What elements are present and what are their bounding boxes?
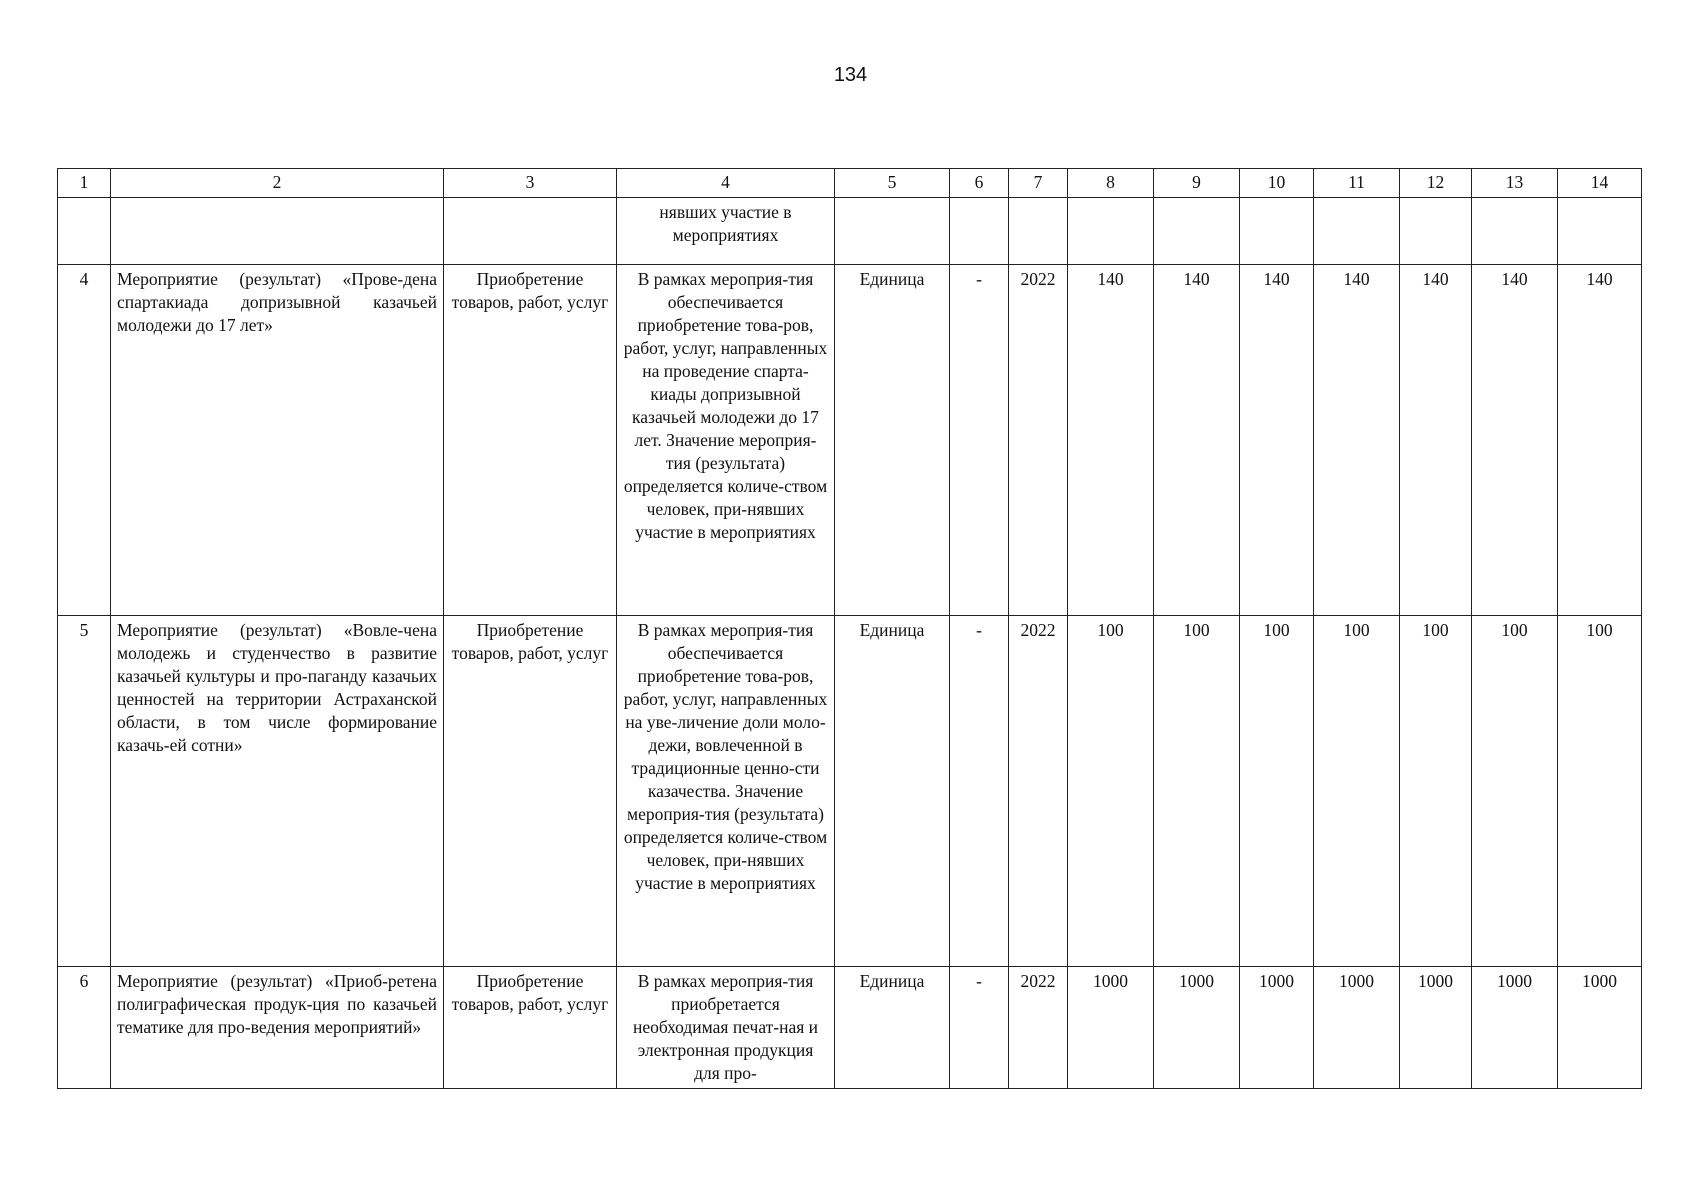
year-cell: 2022 — [1009, 967, 1068, 1089]
page-number: 134 — [833, 64, 868, 86]
value-cell: 140 — [1154, 265, 1240, 616]
row-number: 6 — [58, 967, 111, 1089]
value-cell: 1000 — [1400, 967, 1472, 1089]
description-cell: В рамках мероприя-тия обеспечивается приобретение това-ров, работ, услуг, направленных на уве-личение доли моло-дежи, вовлеченной в традиционные ценно-сти казачества. Значение мероприя-тия (результата) определяется количе-ством человек, при-нявших участие в мероприятиях — [617, 616, 835, 967]
unit-cell: Единица — [835, 616, 950, 967]
header-cell: 14 — [1558, 169, 1642, 198]
description-cell: В рамках мероприя-тия обеспечивается приобретение това-ров, работ, услуг, направленных на проведение спарта-киады допризывной казачьей молодежи до 17 лет. Значение мероприя-тия (результата) определяется количе-ством человек, при-нявших участие в мероприятиях — [617, 265, 835, 616]
unit-cell: Единица — [835, 967, 950, 1089]
activity-type: Приобретение товаров, работ, услуг — [444, 265, 617, 616]
header-cell: 12 — [1400, 169, 1472, 198]
header-row — [58, 169, 1642, 198]
table-row — [58, 616, 1642, 967]
value-cell: 100 — [1472, 616, 1558, 967]
value-cell: 140 — [1240, 265, 1314, 616]
activity-name: Мероприятие (результат) «Вовле-чена молодежь и студенчество в развитие казачьей культуры и про-паганду казачьих ценностей на территории Астраханской области, в том числе формирование казачь-ей сотни» — [111, 616, 444, 967]
description-cell: В рамках мероприя-тия приобретается необходимая печат-ная и электронная продукция для про- — [617, 967, 835, 1089]
header-cell: 1 — [58, 169, 111, 198]
value-cell: 140 — [1314, 265, 1400, 616]
unit-cell: Единица — [835, 265, 950, 616]
year-cell: 2022 — [1009, 265, 1068, 616]
header-cell: 5 — [835, 169, 950, 198]
row-number: 5 — [58, 616, 111, 967]
value-cell: 100 — [1154, 616, 1240, 967]
activity-type: Приобретение товаров, работ, услуг — [444, 967, 617, 1089]
col6-cell: - — [950, 967, 1009, 1089]
value-cell: 1000 — [1068, 967, 1154, 1089]
year-cell: 2022 — [1009, 616, 1068, 967]
description-cell: нявших участие в мероприятиях — [617, 198, 835, 265]
header-cell: 3 — [444, 169, 617, 198]
value-cell: 1000 — [1240, 967, 1314, 1089]
indicators-table — [57, 168, 1642, 1089]
value-cell: 140 — [1400, 265, 1472, 616]
value-cell: 100 — [1240, 616, 1314, 967]
value-cell: 140 — [1068, 265, 1154, 616]
value-cell: 1000 — [1154, 967, 1240, 1089]
value-cell: 1000 — [1558, 967, 1642, 1089]
value-cell: 1000 — [1472, 967, 1558, 1089]
header-cell: 13 — [1472, 169, 1558, 198]
table-row-continuation — [58, 198, 1642, 265]
table-row — [58, 967, 1642, 1089]
value-cell: 100 — [1068, 616, 1154, 967]
header-cell: 7 — [1009, 169, 1068, 198]
header-cell: 8 — [1068, 169, 1154, 198]
header-cell: 4 — [617, 169, 835, 198]
value-cell: 1000 — [1314, 967, 1400, 1089]
value-cell: 100 — [1558, 616, 1642, 967]
col6-cell: - — [950, 616, 1009, 967]
row-number: 4 — [58, 265, 111, 616]
activity-type: Приобретение товаров, работ, услуг — [444, 616, 617, 967]
header-cell: 6 — [950, 169, 1009, 198]
activity-name: Мероприятие (результат) «Приоб-ретена полиграфическая продук-ция по казачьей тематике для про-ведения мероприятий» — [111, 967, 444, 1089]
value-cell: 100 — [1400, 616, 1472, 967]
value-cell: 100 — [1314, 616, 1400, 967]
col6-cell: - — [950, 265, 1009, 616]
header-cell: 9 — [1154, 169, 1240, 198]
value-cell: 140 — [1472, 265, 1558, 616]
header-cell: 10 — [1240, 169, 1314, 198]
header-cell: 2 — [111, 169, 444, 198]
value-cell: 140 — [1558, 265, 1642, 616]
table-row — [58, 265, 1642, 616]
header-cell: 11 — [1314, 169, 1400, 198]
activity-name: Мероприятие (результат) «Прове-дена спартакиада допризывной казачьей молодежи до 17 лет» — [111, 265, 444, 616]
